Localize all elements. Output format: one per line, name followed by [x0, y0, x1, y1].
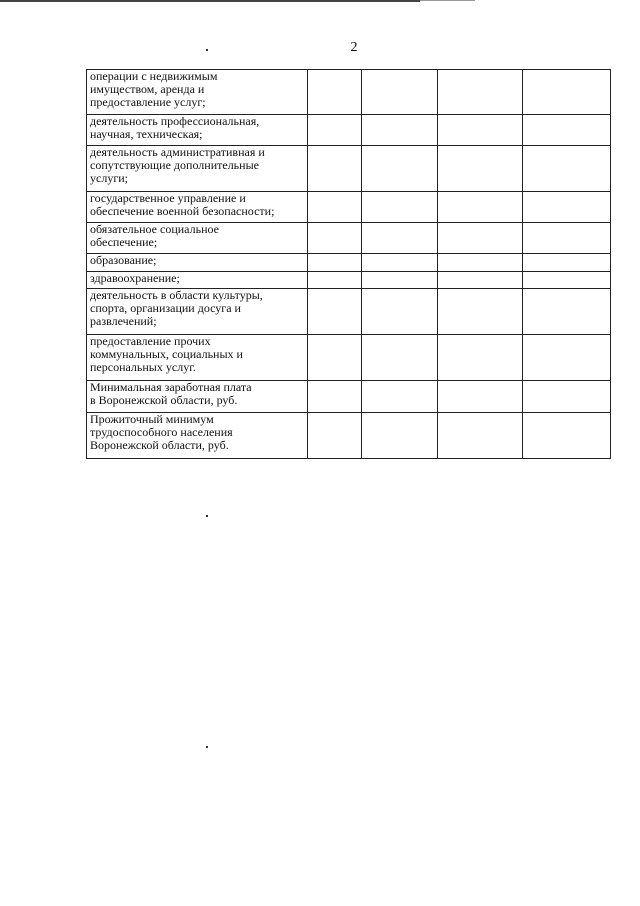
- row-label-cell: [87, 115, 308, 146]
- page-number: 2: [350, 40, 358, 55]
- value-cell: [308, 146, 362, 192]
- value-cell: [438, 254, 523, 272]
- row-label-cell: [87, 289, 308, 335]
- value-cell: [308, 192, 362, 223]
- value-cell: [308, 254, 362, 272]
- table-row: [87, 115, 611, 146]
- value-cell: [523, 146, 611, 192]
- value-cell: [308, 272, 362, 289]
- value-cell: [308, 70, 362, 115]
- table-row: [87, 70, 611, 115]
- row-label-cell: [87, 254, 308, 272]
- row-label: Прожиточный минимум трудоспособного населения Воронежской области, руб.: [90, 412, 233, 452]
- row-label-cell: [87, 70, 308, 115]
- value-cell: [523, 272, 611, 289]
- value-cell: [308, 115, 362, 146]
- value-cell: [438, 335, 523, 381]
- table-row: [87, 335, 611, 381]
- row-label: операции с недвижимым имуществом, аренда и предоставление услуг;: [90, 69, 218, 109]
- row-label-cell: [87, 223, 308, 254]
- value-cell: [362, 335, 438, 381]
- value-cell: [523, 115, 611, 146]
- top-border-line: [0, 0, 420, 2]
- row-label-cell: [87, 381, 308, 413]
- row-label: государственное управление и обеспечение военной безопасности;: [90, 191, 275, 218]
- value-cell: [308, 223, 362, 254]
- row-label: предоставление прочих коммунальных, социальных и персональных услуг.: [90, 334, 243, 374]
- row-label: Минимальная заработная плата в Воронежской области, руб.: [90, 380, 252, 407]
- row-label: здравоохранение;: [90, 271, 180, 285]
- value-cell: [523, 192, 611, 223]
- value-cell: [438, 115, 523, 146]
- table-row: [87, 223, 611, 254]
- row-label: деятельность административная и сопутствующие дополнительные услуги;: [90, 145, 265, 185]
- scan-speck: [206, 746, 208, 748]
- value-cell: [438, 272, 523, 289]
- table-row: [87, 146, 611, 192]
- table-row: [87, 289, 611, 335]
- row-label: деятельность в области культуры, спорта, организации досуга и развлечений;: [90, 288, 263, 328]
- table-row: [87, 272, 611, 289]
- scan-speck: [206, 49, 208, 51]
- top-border-line-faint: [420, 0, 475, 1]
- value-cell: [308, 289, 362, 335]
- row-label: образование;: [90, 253, 157, 267]
- value-cell: [523, 70, 611, 115]
- table-row: [87, 381, 611, 413]
- value-cell: [523, 223, 611, 254]
- value-cell: [523, 335, 611, 381]
- row-label: деятельность профессиональная, научная, техническая;: [90, 114, 260, 141]
- value-cell: [362, 115, 438, 146]
- value-cell: [523, 413, 611, 459]
- value-cell: [362, 381, 438, 413]
- value-cell: [438, 146, 523, 192]
- value-cell: [438, 192, 523, 223]
- value-cell: [362, 70, 438, 115]
- row-label-cell: [87, 272, 308, 289]
- row-label-cell: [87, 192, 308, 223]
- row-label-cell: [87, 146, 308, 192]
- value-cell: [523, 254, 611, 272]
- value-cell: [438, 413, 523, 459]
- value-cell: [438, 70, 523, 115]
- row-label-cell: [87, 413, 308, 459]
- row-label-cell: [87, 335, 308, 381]
- value-cell: [362, 254, 438, 272]
- value-cell: [362, 223, 438, 254]
- table-row: [87, 254, 611, 272]
- row-label: обязательное социальное обеспечение;: [90, 222, 219, 249]
- value-cell: [362, 192, 438, 223]
- table-row: [87, 413, 611, 459]
- value-cell: [362, 146, 438, 192]
- value-cell: [523, 289, 611, 335]
- value-cell: [308, 381, 362, 413]
- value-cell: [362, 272, 438, 289]
- scan-speck: [206, 515, 208, 517]
- indicators-table: [86, 69, 611, 459]
- value-cell: [438, 289, 523, 335]
- value-cell: [308, 413, 362, 459]
- value-cell: [362, 289, 438, 335]
- value-cell: [523, 381, 611, 413]
- value-cell: [308, 335, 362, 381]
- value-cell: [438, 223, 523, 254]
- value-cell: [438, 381, 523, 413]
- value-cell: [362, 413, 438, 459]
- table-row: [87, 192, 611, 223]
